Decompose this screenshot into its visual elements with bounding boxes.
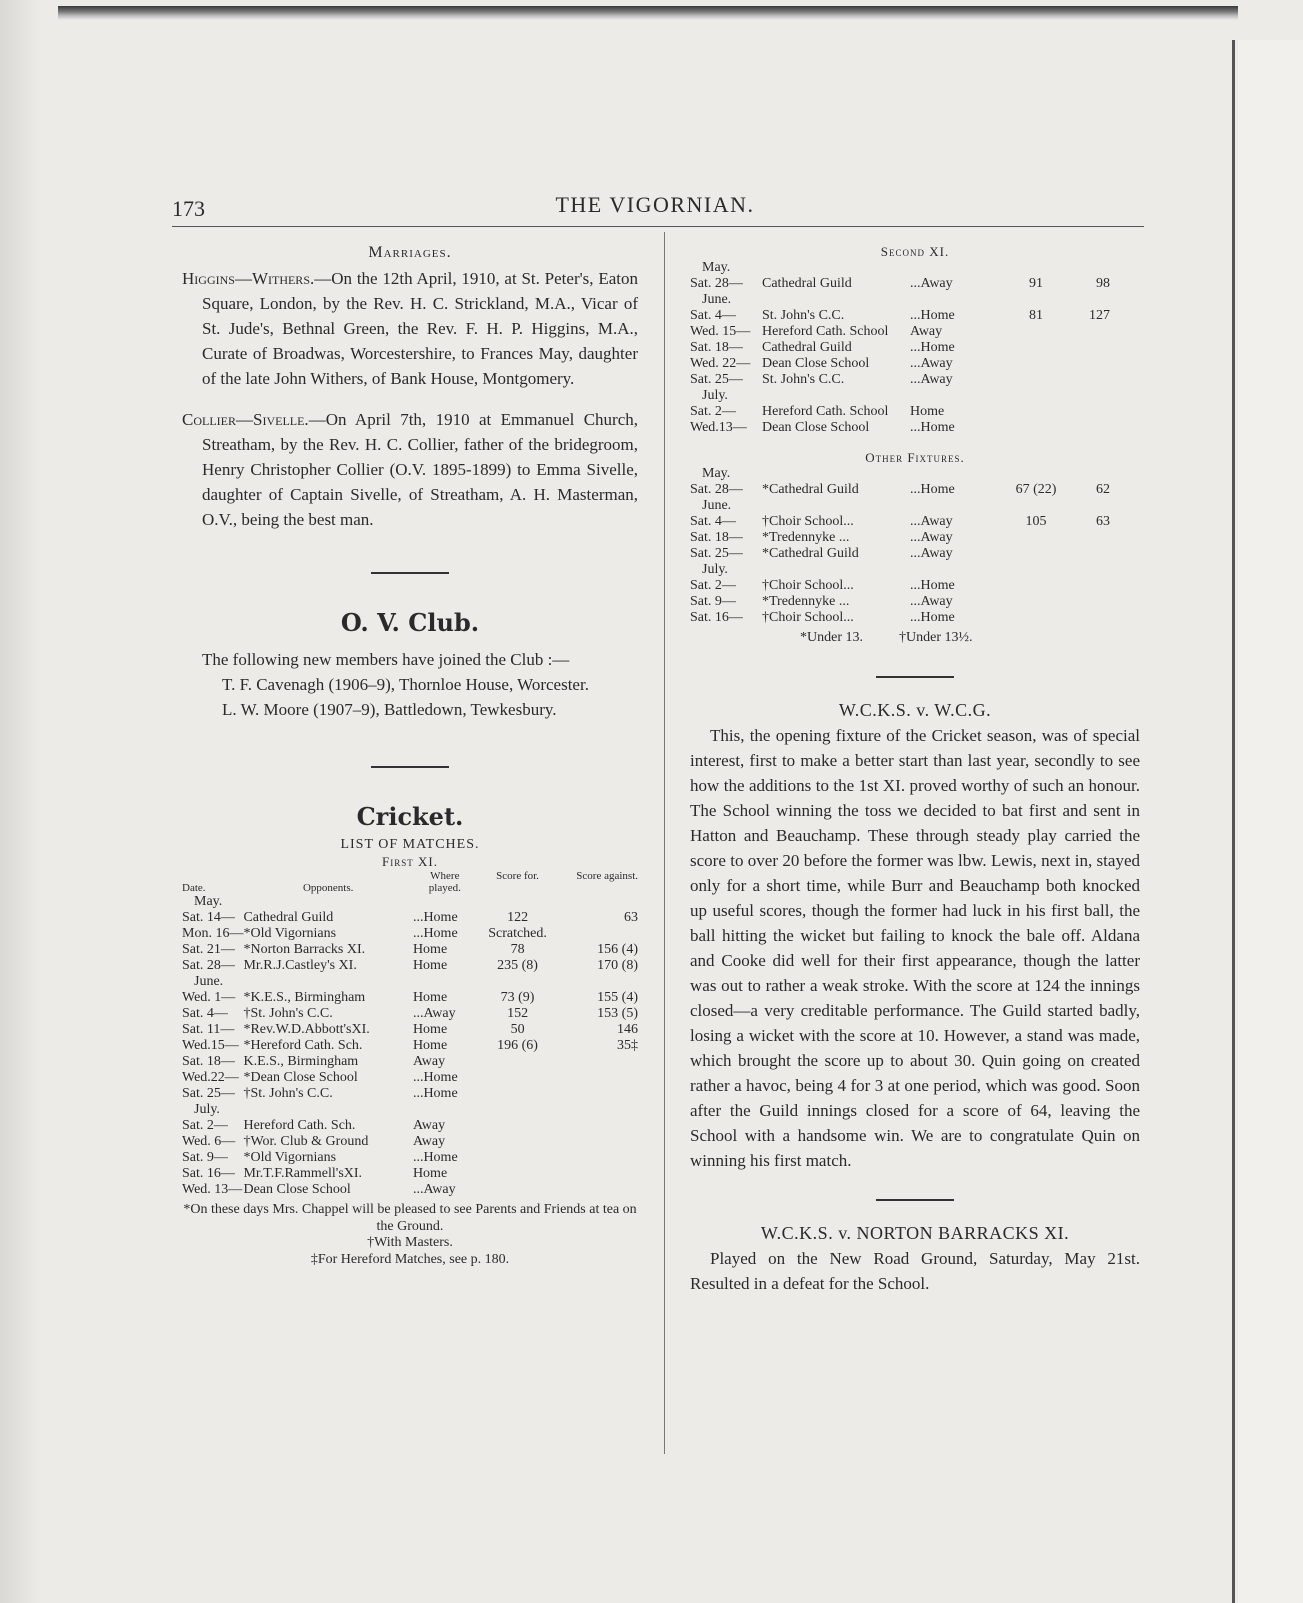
marriage-names: Collier—Sivelle. [182, 410, 309, 429]
score-for: 50 [510, 1022, 525, 1037]
table-row [182, 1134, 638, 1150]
ov-club-member: L. W. Moore (1907–9), Battledown, Tewkesbury. [222, 700, 557, 719]
col-header-opponents: Opponents. [302, 882, 354, 894]
match-date: Wed. 13— [182, 1182, 243, 1197]
score-against [558, 1166, 638, 1182]
table-row [182, 1182, 638, 1198]
score-for [477, 1070, 559, 1086]
ov-club-heading: O. V. Club. [340, 608, 480, 637]
match-opponent: †St. John's C.C. [243, 1086, 333, 1101]
score-against [1066, 578, 1110, 594]
score-for [477, 1166, 559, 1182]
table-row [690, 404, 1110, 420]
score-against [1066, 420, 1110, 436]
header-rule [172, 226, 1144, 227]
match-opponent: Hereford Cath. School [762, 404, 889, 419]
match-opponent: *Hereford Cath. Sch. [243, 1038, 363, 1053]
table-row [690, 356, 1110, 372]
match-date: Sat. 18— [690, 340, 743, 355]
match-venue: Home [412, 1038, 448, 1053]
match-date: Sat. 25— [690, 372, 743, 387]
match-opponent: *Tredennyke ... [762, 530, 850, 545]
month-label: June. [702, 292, 732, 307]
score-for: 152 [507, 1006, 529, 1021]
running-head: THE VIGORNIAN. [555, 192, 755, 217]
first-xi-table [182, 870, 638, 1198]
month-label: May. [702, 260, 731, 275]
score-for [477, 1054, 559, 1070]
score-against: 156 (4) [597, 942, 638, 957]
score-for: 105 [1025, 514, 1047, 529]
table-row [182, 990, 638, 1006]
table-row [690, 482, 1110, 498]
match-venue: ...Home [910, 308, 955, 323]
score-against: 98 [1096, 276, 1110, 291]
table-row [182, 1150, 638, 1166]
score-against [1066, 372, 1110, 388]
score-against [1066, 594, 1110, 610]
match-opponent: Mr.T.F.Rammell'sXI. [243, 1166, 363, 1181]
score-for [1006, 404, 1066, 420]
column-divider [664, 232, 665, 1454]
match-opponent: *Norton Barracks XI. [243, 942, 366, 957]
marriage-text: —On April 7th, 1910 at Emmanuel Church, Streatham, by the Rev. H. C. Collier, father of the bridegroom, Henry Christopher Collier (O.V. 1895-1899) to Emma Sivelle, daughter of Captain Sivelle, of Streatham, A. H. Masterman, O.V., being the best man. [202, 410, 638, 529]
month-row [690, 466, 1110, 482]
month-label: July. [194, 1102, 220, 1117]
footnote-star: *On these days Mrs. Chappel will be pleased to see Parents and Friends at tea on the Ground. [183, 1202, 637, 1234]
month-row [182, 1102, 638, 1118]
table-row [690, 546, 1110, 562]
table-row [690, 514, 1110, 530]
match-venue: Home [412, 1022, 448, 1037]
match-opponent: Mr.R.J.Castley's XI. [243, 958, 357, 973]
score-for: 91 [1029, 276, 1043, 291]
score-for [477, 1086, 559, 1102]
score-against [558, 1118, 638, 1134]
match-venue: Home [910, 404, 945, 419]
table-row [690, 420, 1110, 436]
match-date: Wed.13— [690, 420, 747, 435]
score-against: 62 [1096, 482, 1110, 497]
score-for: 196 (6) [497, 1038, 538, 1053]
section-rule [371, 572, 449, 574]
page-number: 173 [172, 196, 205, 221]
score-for: 81 [1029, 308, 1043, 323]
match-date: Sat. 9— [690, 594, 736, 609]
score-against [1066, 324, 1110, 340]
key-under-13: *Under 13. [800, 630, 863, 645]
score-for: 122 [507, 910, 529, 925]
ov-club-member: T. F. Cavenagh (1906–9), Thornloe House, Worcester. [222, 675, 589, 694]
score-for [477, 1134, 559, 1150]
table-row [182, 958, 638, 974]
table-row [182, 1070, 638, 1086]
match-venue: Away [412, 1118, 446, 1133]
match-venue: Home [412, 958, 448, 973]
marriage-entry [182, 407, 638, 532]
score-for [1006, 420, 1066, 436]
match-opponent: *Cathedral Guild [762, 546, 859, 561]
table-row [182, 1054, 638, 1070]
match-date: Wed. 22— [690, 356, 751, 371]
second-xi-title: Second XI. [880, 244, 950, 259]
section-rule [371, 766, 449, 768]
right-column [690, 244, 1140, 1296]
month-label: May. [702, 466, 731, 481]
match-venue: ...Home [412, 1070, 458, 1085]
footnote-dagger: †With Masters. [367, 1235, 453, 1250]
score-for [477, 1182, 559, 1198]
cricket-heading: Cricket. [356, 802, 464, 831]
match-venue: ...Away [910, 514, 953, 529]
score-for [1006, 578, 1066, 594]
score-for [1006, 372, 1066, 388]
section-rule [876, 676, 954, 678]
match-date: Sat. 18— [182, 1054, 235, 1069]
match-date: Sat. 11— [182, 1022, 235, 1037]
match-date: Sat. 28— [690, 482, 743, 497]
score-against [1066, 546, 1110, 562]
match-date: Sat. 9— [182, 1150, 228, 1165]
match-opponent: Dean Close School [762, 356, 870, 371]
score-for: 235 (8) [497, 958, 538, 973]
binding-margin [1238, 40, 1303, 1603]
list-of-matches-title: LIST OF MATCHES. [340, 837, 480, 852]
match-date: Sat. 28— [182, 958, 235, 973]
score-against: 155 (4) [597, 990, 638, 1005]
match-venue: Away [910, 324, 943, 339]
score-against [1066, 356, 1110, 372]
match-opponent: *Cathedral Guild [762, 482, 859, 497]
match-opponent: Cathedral Guild [762, 340, 852, 355]
other-fixtures-title: Other Fixtures. [865, 450, 965, 465]
match-opponent: †Choir School... [762, 514, 854, 529]
score-for [1006, 340, 1066, 356]
ov-club-intro: The following new members have joined the Club :— [202, 650, 570, 669]
table-row [182, 1166, 638, 1182]
table-row [690, 610, 1110, 626]
match-opponent: Dean Close School [243, 1182, 351, 1197]
report-heading: W.C.K.S. v. NORTON BARRACKS XI. [760, 1223, 1070, 1243]
table-row [182, 942, 638, 958]
col-header-against: Score against. [576, 870, 638, 882]
match-date: Wed. 6— [182, 1134, 236, 1149]
match-date: Sat. 2— [690, 578, 736, 593]
score-against: 35‡ [617, 1038, 638, 1053]
score-against [1066, 530, 1110, 546]
section-rule [876, 1199, 954, 1201]
match-opponent: Hereford Cath. School [762, 324, 889, 339]
match-date: Sat. 4— [182, 1006, 228, 1021]
match-venue: ...Home [412, 1086, 458, 1101]
match-date: Sat. 4— [690, 514, 736, 529]
table-row [690, 324, 1110, 340]
score-for: 78 [510, 942, 525, 957]
marriages-heading: Marriages. [368, 244, 452, 261]
match-opponent: Cathedral Guild [243, 910, 334, 925]
table-row [182, 910, 638, 926]
score-for [1006, 356, 1066, 372]
score-against: 63 [624, 910, 638, 925]
col-header-for: Score for. [496, 870, 539, 882]
match-venue: ...Away [910, 276, 953, 291]
month-row [690, 388, 1110, 404]
match-opponent: *Tredennyke ... [762, 594, 850, 609]
score-for [1006, 530, 1066, 546]
match-date: Sat. 16— [182, 1166, 235, 1181]
key-under-13-half: †Under 13½. [899, 630, 973, 645]
score-against [1066, 610, 1110, 626]
match-opponent: *Dean Close School [243, 1070, 358, 1085]
score-for [1006, 594, 1066, 610]
score-against: 127 [1089, 308, 1110, 323]
match-venue: ...Away [412, 1006, 456, 1021]
match-venue: ...Home [412, 910, 458, 925]
table-row [182, 1086, 638, 1102]
match-venue: ...Away [910, 372, 953, 387]
report-heading: W.C.K.S. v. W.C.G. [838, 700, 992, 720]
score-against [1066, 340, 1110, 356]
score-against [558, 1182, 638, 1198]
match-venue: ...Home [412, 1150, 458, 1165]
month-row [690, 260, 1110, 276]
match-venue: ...Away [910, 594, 953, 609]
footnote-double-dagger: ‡For Hereford Matches, see p. 180. [310, 1251, 510, 1267]
score-against: 63 [1096, 514, 1110, 529]
match-opponent: Cathedral Guild [762, 276, 852, 291]
month-label: June. [702, 498, 732, 513]
match-date: Sat. 25— [690, 546, 743, 561]
match-opponent: Dean Close School [762, 420, 870, 435]
month-row [690, 498, 1110, 514]
score-for: 67 (22) [1015, 482, 1057, 497]
month-row [182, 974, 638, 990]
match-venue: ...Home [910, 610, 955, 625]
match-opponent: *Rev.W.D.Abbott'sXI. [243, 1022, 370, 1037]
match-date: Wed.22— [182, 1070, 239, 1085]
match-venue: ...Away [910, 546, 953, 561]
match-opponent: †St. John's C.C. [243, 1006, 333, 1021]
score-against: 146 [617, 1022, 638, 1037]
page-edge-shadow [0, 0, 40, 1603]
match-date: Sat. 2— [182, 1118, 228, 1133]
score-against [1066, 404, 1110, 420]
match-opponent: K.E.S., Birmingham [243, 1054, 359, 1069]
match-opponent: *Old Vigornians [243, 926, 337, 941]
match-date: Sat. 18— [690, 530, 743, 545]
match-opponent: *K.E.S., Birmingham [243, 990, 366, 1005]
match-date: Wed.15— [182, 1038, 239, 1053]
match-opponent: †Choir School... [762, 578, 854, 593]
match-opponent: †Wor. Club & Ground [243, 1134, 369, 1149]
score-for [1006, 546, 1066, 562]
match-venue: Away [412, 1054, 446, 1069]
score-against: 153 (5) [597, 1006, 638, 1021]
score-for: Scratched. [488, 926, 547, 941]
score-for [1006, 324, 1066, 340]
match-date: Sat. 4— [690, 308, 736, 323]
match-date: Sat. 14— [182, 910, 235, 925]
score-for [1006, 610, 1066, 626]
match-opponent: St. John's C.C. [762, 308, 845, 323]
score-against [558, 1134, 638, 1150]
score-against [558, 926, 638, 942]
match-date: Sat. 21— [182, 942, 235, 957]
table-row [690, 594, 1110, 610]
table-row [690, 372, 1110, 388]
score-for [477, 1118, 559, 1134]
match-date: Sat. 25— [182, 1086, 235, 1101]
match-date: Wed. 1— [182, 990, 236, 1005]
table-row [690, 276, 1110, 292]
table-row [690, 308, 1110, 324]
month-row [690, 562, 1110, 578]
table-row [182, 1006, 638, 1022]
month-row [690, 292, 1110, 308]
table-header-row [182, 870, 638, 894]
match-venue: Home [412, 942, 448, 957]
binding-spine [1232, 40, 1235, 1603]
match-opponent: †Choir School... [762, 610, 854, 625]
match-opponent: Hereford Cath. Sch. [243, 1118, 356, 1133]
month-row [182, 894, 638, 910]
score-for: 73 (9) [500, 990, 535, 1005]
match-date: Sat. 28— [690, 276, 743, 291]
table-row [182, 926, 638, 942]
score-for [477, 1150, 559, 1166]
score-against [558, 1150, 638, 1166]
match-venue: ...Home [910, 340, 955, 355]
score-against [558, 1086, 638, 1102]
match-venue: ...Home [910, 578, 955, 593]
second-xi-table [690, 260, 1110, 436]
scan-top-edge [58, 6, 1238, 20]
match-venue: Home [412, 990, 448, 1005]
col-header-date: Date. [182, 882, 206, 894]
col-header-where: Where played. [428, 870, 461, 894]
match-date: Sat. 16— [690, 610, 743, 625]
match-date: Sat. 2— [690, 404, 736, 419]
first-xi-title: First XI. [382, 854, 438, 869]
table-row [690, 340, 1110, 356]
other-fixtures-table [690, 466, 1110, 626]
match-venue: Home [412, 1166, 448, 1181]
table-row [690, 578, 1110, 594]
match-opponent: *Old Vigornians [243, 1150, 337, 1165]
table-row [182, 1022, 638, 1038]
month-label: June. [194, 974, 224, 989]
match-venue: ...Away [910, 530, 953, 545]
score-against [558, 1054, 638, 1070]
match-opponent: St. John's C.C. [762, 372, 845, 387]
other-fixtures-key [690, 630, 1140, 646]
table-row [182, 1038, 638, 1054]
marriage-names: Higgins—Withers. [182, 269, 315, 288]
month-label: July. [702, 562, 728, 577]
match-date: Mon. 16— [182, 926, 244, 941]
match-venue: ...Home [910, 482, 955, 497]
left-column [182, 244, 638, 1268]
match-venue: ...Home [412, 926, 458, 941]
month-label: July. [702, 388, 728, 403]
table-row [182, 1118, 638, 1134]
marriage-entry [182, 266, 638, 391]
marriage-text: —On the 12th April, 1910, at St. Peter's, Eaton Square, London, by the Rev. H. C. Strickland, M.A., Vicar of St. Jude's, Bethnal Green, the Rev. F. H. P. Higgins, M.A., Curate of Broadwas, Worcestershire, to Frances May, daughter of the late John Withers, of Bank House, Montgomery. [202, 269, 638, 388]
report-text: This, the opening fixture of the Cricket season, was of special interest, first to make a better start than last year, secondly to see how the additions to the 1st XI. proved worthy of such an honour. The School winning the toss we decided to bat first and sent in Hatton and Beauchamp. These through steady play carried the score to over 20 before the former was lbw. Lewis, next in, stayed only for a short time, while Burr and Beauchamp both knocked up useful scores, though the former had luck in his first ball, the ball hitting the wicket but failing to knock the bale off. Aldana and Cooke did well for their first appearance, though the latter was out to rather a weak stroke. With the score at 124 the innings closed—a very creditable performance. The Guild started badly, losing a wicket with the score at 10. However, a stand was made, which brought the score up to about 30. Quin going on created rather a havoc, being 4 for 3 at one period, which was good. Soon after the Guild innings closed for a score of 64, leaving the School with a handsome win. We are to congratulate Quin on winning his first match. [690, 726, 1140, 1170]
report-text: Played on the New Road Ground, Saturday, May 21st. Resulted in a defeat for the School. [690, 1249, 1140, 1293]
score-against: 170 (8) [597, 958, 638, 973]
month-label: May. [194, 894, 223, 909]
match-venue: ...Away [412, 1182, 456, 1197]
score-against [558, 1070, 638, 1086]
match-venue: ...Away [910, 356, 953, 371]
match-venue: ...Home [910, 420, 955, 435]
table-row [690, 530, 1110, 546]
match-venue: Away [412, 1134, 446, 1149]
match-date: Wed. 15— [690, 324, 751, 339]
